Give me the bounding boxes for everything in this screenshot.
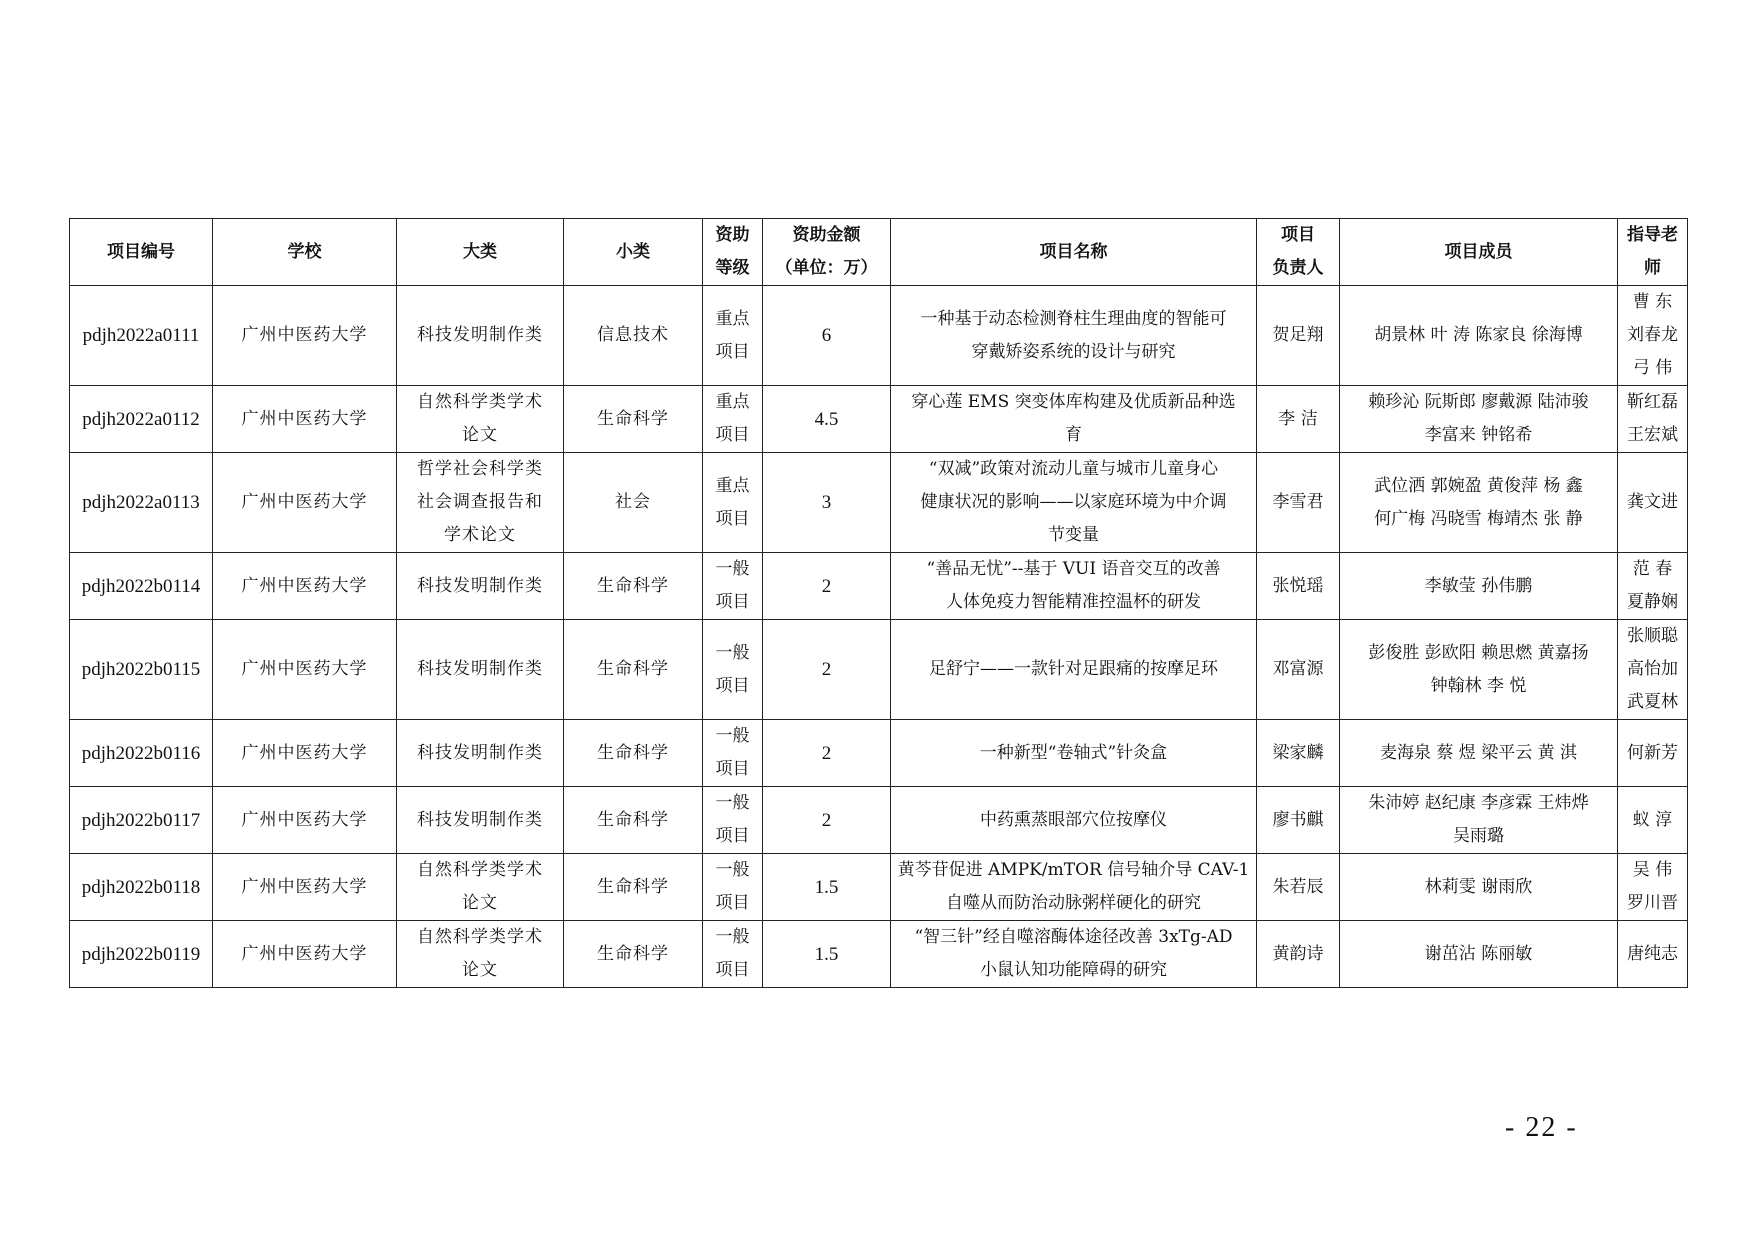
advisor-cell [1618,720,1688,787]
major-category-line: 科技发明制作类 [417,742,543,763]
school-cell: 广州中医药大学 [213,921,397,988]
table-row [70,787,1688,854]
project-id-cell: pdjh2022b0114 [70,553,213,620]
project-name-line: 足舒宁——一款针对足跟痛的按摩足环 [929,659,1218,679]
sub-category-cell: 生命科学 [564,620,703,720]
table-row [70,453,1688,553]
header-project-leader-line1: 项目 [1281,225,1315,245]
advisor-line: 罗川晋 [1627,893,1678,913]
advisor-line: 龚文进 [1627,492,1678,512]
header-funding-level [703,219,763,286]
school-cell: 广州中医药大学 [213,854,397,921]
project-members-cell [1340,286,1618,386]
project-id-cell: pdjh2022b0115 [70,620,213,720]
advisor-cell [1618,553,1688,620]
header-project-name: 项目名称 [891,219,1257,286]
members-line: 钟翰林 李 悦 [1430,675,1527,696]
project-name-line: “双减”政策对流动儿童与城市儿童身心 [928,459,1219,479]
funding-amount-cell: 2 [763,553,891,620]
funding-amount-cell: 2 [763,720,891,787]
project-leader-cell: 邓富源 [1257,620,1340,720]
header-funding-level-line2: 等级 [715,258,750,278]
major-category-cell [397,453,564,553]
table-row [70,921,1688,988]
advisor-cell [1618,787,1688,854]
project-name-line: 穿戴矫姿系统的设计与研究 [971,341,1176,362]
project-id-cell: pdjh2022b0116 [70,720,213,787]
funding-level-cell [703,787,763,854]
members-line: 谢茁沾 陈丽敏 [1424,943,1533,964]
funding-amount-cell: 1.5 [763,921,891,988]
project-name-line: “智三针”经自噬溶酶体途径改善 3xTg-AD [914,927,1233,947]
header-funding-amount-line2: （单位：万） [775,258,878,278]
school-cell: 广州中医药大学 [213,620,397,720]
project-id-cell: pdjh2022b0117 [70,787,213,854]
project-name-line: 节变量 [1048,525,1099,545]
major-category-line: 论文 [462,425,498,445]
funding-level-line: 一般 [715,860,750,880]
funding-level-cell [703,921,763,988]
funding-level-line: 项目 [715,341,750,362]
members-line: 林莉雯 谢雨欣 [1424,876,1533,897]
advisor-cell [1618,921,1688,988]
header-project-members: 项目成员 [1340,219,1618,286]
advisor-cell [1618,854,1688,921]
funding-level-line: 一般 [715,927,750,947]
members-line: 胡景林 叶 涛 陈家良 徐海博 [1374,325,1583,345]
header-funding-level-line1: 资助 [715,225,750,245]
members-line: 麦海泉 蔡 煜 梁平云 黄 淇 [1379,742,1578,763]
members-line: 吴雨璐 [1453,826,1504,846]
advisor-line: 吴 伟 [1632,860,1673,880]
project-name-line: 健康状况的影响——以家庭环境为中介调 [920,492,1227,512]
header-project-leader [1257,219,1340,286]
project-name-cell [891,386,1257,453]
project-name-cell [891,553,1257,620]
project-name-cell [891,286,1257,386]
funding-level-line: 一般 [715,726,750,746]
advisor-line: 夏静娴 [1627,592,1678,612]
funding-amount-cell: 2 [763,787,891,854]
project-leader-cell: 李 洁 [1257,386,1340,453]
project-members-cell [1340,620,1618,720]
project-name-line: 一种基于动态检测脊柱生理曲度的智能可 [920,308,1227,329]
funding-level-line: 项目 [715,675,750,696]
table-row [70,386,1688,453]
major-category-line: 科技发明制作类 [417,325,543,345]
project-members-cell [1340,921,1618,988]
major-category-cell [397,720,564,787]
project-id-cell: pdjh2022b0119 [70,921,213,988]
header-project-leader-line2: 负责人 [1272,258,1324,278]
project-leader-cell: 李雪君 [1257,453,1340,553]
major-category-line: 论文 [462,960,498,980]
funding-level-line: 重点 [715,392,750,412]
project-name-line: 小鼠认知功能障碍的研究 [980,960,1167,980]
header-advisor: 指导老师 [1618,219,1688,286]
members-line: 朱沛婷 赵纪康 李彦霖 王炜烨 [1368,793,1589,813]
advisor-cell [1618,620,1688,720]
project-name-line: “善品无忧”--基于 VUI 语音交互的改善 [926,559,1221,579]
funding-level-line: 重点 [715,308,750,329]
sub-category-cell: 生命科学 [564,553,703,620]
table-row [70,620,1688,720]
major-category-line: 科技发明制作类 [417,809,543,830]
project-members-cell [1340,720,1618,787]
major-category-cell [397,854,564,921]
sub-category-cell: 生命科学 [564,720,703,787]
project-name-cell [891,787,1257,854]
project-leader-cell: 梁家麟 [1257,720,1340,787]
table-body [70,286,1688,988]
members-line: 武位洒 郭婉盈 黄俊萍 杨 鑫 [1374,475,1583,496]
school-cell: 广州中医药大学 [213,553,397,620]
table-header-row [70,219,1688,286]
project-id-cell: pdjh2022a0111 [70,286,213,386]
major-category-line: 自然科学类学术 [417,392,543,412]
advisor-line: 王宏斌 [1627,425,1678,445]
major-category-line: 哲学社会科学类 [417,459,543,479]
members-line: 赖珍沁 阮斯郎 廖戴源 陆沛骏 [1368,392,1589,412]
funding-amount-cell: 4.5 [763,386,891,453]
header-project-id: 项目编号 [70,219,213,286]
sub-category-cell: 生命科学 [564,787,703,854]
funding-level-cell [703,720,763,787]
funding-level-cell [703,453,763,553]
funding-amount-cell: 6 [763,286,891,386]
major-category-line: 自然科学类学术 [417,927,543,947]
project-members-cell [1340,854,1618,921]
advisor-line: 何新芳 [1627,742,1678,763]
project-name-cell [891,620,1257,720]
advisor-line: 曹 东 [1632,292,1673,312]
funding-level-line: 项目 [715,893,750,913]
table-row [70,854,1688,921]
project-funding-table [69,218,1688,988]
table-row [70,720,1688,787]
major-category-cell [397,553,564,620]
funding-level-line: 项目 [715,508,750,529]
advisor-cell [1618,286,1688,386]
project-name-line: 中药熏蒸眼部穴位按摩仪 [980,809,1167,830]
funding-level-line: 项目 [715,425,750,445]
table-row [70,553,1688,620]
advisor-line: 唐纯志 [1627,943,1678,964]
major-category-cell [397,787,564,854]
major-category-cell [397,386,564,453]
advisor-line: 蚁 淳 [1632,809,1673,830]
project-name-line: 自噬从而防治动脉粥样硬化的研究 [946,893,1201,913]
funding-amount-cell: 1.5 [763,854,891,921]
funding-level-cell [703,620,763,720]
header-funding-amount [763,219,891,286]
funding-level-cell [703,386,763,453]
project-id-cell: pdjh2022a0113 [70,453,213,553]
members-line: 李富来 钟铭希 [1424,425,1533,445]
major-category-cell [397,620,564,720]
advisor-line: 武夏林 [1627,692,1678,712]
page-number: - 22 - [1505,1112,1578,1143]
major-category-line: 论文 [462,893,498,913]
advisor-line: 弓 伟 [1632,358,1673,378]
funding-level-cell [703,553,763,620]
sub-category-cell: 信息技术 [564,286,703,386]
project-name-line: 育 [1065,425,1082,445]
advisor-line: 刘春龙 [1627,325,1678,345]
project-name-cell [891,453,1257,553]
project-name-line: 穿心莲 EMS 突变体库构建及优质新品种选 [911,392,1236,412]
funding-level-line: 项目 [715,960,750,980]
project-leader-cell: 朱若辰 [1257,854,1340,921]
project-members-cell [1340,553,1618,620]
sub-category-cell: 生命科学 [564,854,703,921]
sub-category-cell: 生命科学 [564,921,703,988]
advisor-cell [1618,453,1688,553]
project-id-cell: pdjh2022a0112 [70,386,213,453]
project-leader-cell: 廖书麒 [1257,787,1340,854]
funding-level-line: 项目 [715,592,750,612]
school-cell: 广州中医药大学 [213,787,397,854]
major-category-line: 社会调查报告和 [417,492,543,512]
major-category-line: 科技发明制作类 [417,575,543,596]
school-cell: 广州中医药大学 [213,386,397,453]
sub-category-cell: 生命科学 [564,386,703,453]
project-members-cell [1340,453,1618,553]
header-funding-amount-line1: 资助金额 [792,225,861,245]
school-cell: 广州中医药大学 [213,720,397,787]
project-id-cell: pdjh2022b0118 [70,854,213,921]
project-name-line: 黄芩苷促进 AMPK/mTOR 信号轴介导 CAV-1 [897,860,1250,880]
funding-level-line: 项目 [715,759,750,779]
major-category-cell [397,286,564,386]
funding-level-cell [703,286,763,386]
funding-level-line: 一般 [715,793,750,813]
advisor-line: 范 春 [1632,559,1673,579]
project-name-line: 人体免疫力智能精准控温杯的研发 [946,592,1201,612]
sub-category-cell: 社会 [564,453,703,553]
members-line: 何广梅 冯晓雪 梅靖杰 张 静 [1374,508,1583,529]
major-category-cell [397,921,564,988]
major-category-line: 自然科学类学术 [417,860,543,880]
advisor-line: 靳红磊 [1627,392,1678,412]
header-major-category: 大类 [397,219,564,286]
project-leader-cell: 张悦瑶 [1257,553,1340,620]
funding-level-line: 一般 [715,642,750,663]
project-name-cell [891,854,1257,921]
funding-level-line: 重点 [715,475,750,496]
school-cell: 广州中医药大学 [213,286,397,386]
members-line: 李敏莹 孙伟鹏 [1424,575,1533,596]
project-leader-cell: 黄韵诗 [1257,921,1340,988]
major-category-line: 学术论文 [444,525,516,545]
advisor-line: 张顺聪 [1627,626,1678,646]
funding-level-line: 项目 [715,826,750,846]
header-sub-category: 小类 [564,219,703,286]
major-category-line: 科技发明制作类 [417,659,543,679]
funding-level-cell [703,854,763,921]
project-name-line: 一种新型“卷轴式”针灸盒 [979,742,1168,763]
funding-amount-cell: 3 [763,453,891,553]
advisor-line: 高怡加 [1627,659,1678,679]
table-row [70,286,1688,386]
funding-level-line: 一般 [715,559,750,579]
project-name-cell [891,921,1257,988]
project-leader-cell: 贺足翔 [1257,286,1340,386]
project-name-cell [891,720,1257,787]
project-members-cell [1340,386,1618,453]
header-school: 学校 [213,219,397,286]
project-members-cell [1340,787,1618,854]
members-line: 彭俊胜 彭欧阳 赖思燃 黄嘉扬 [1368,642,1589,663]
funding-amount-cell: 2 [763,620,891,720]
advisor-cell [1618,386,1688,453]
school-cell: 广州中医药大学 [213,453,397,553]
